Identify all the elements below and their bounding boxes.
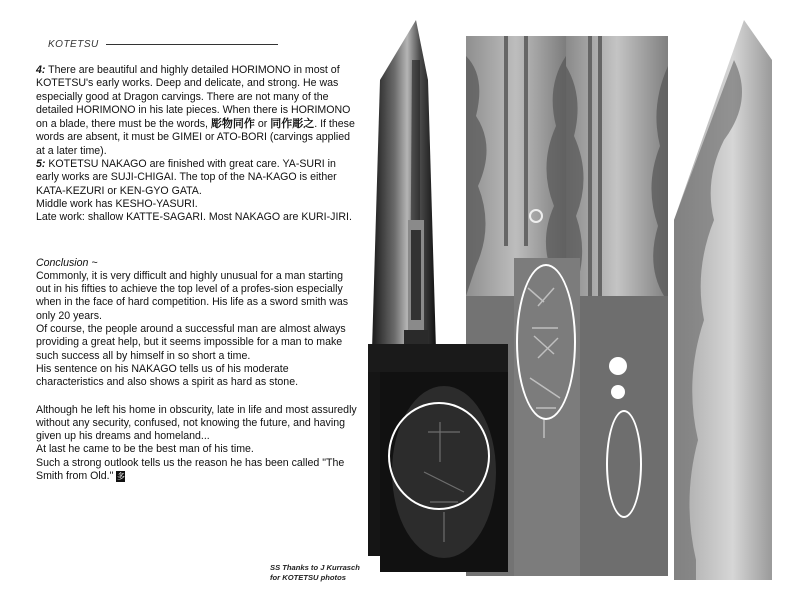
section-5-paragraph <box>36 158 358 198</box>
kanji-horimono-dosaku: 彫物同作 <box>210 117 255 131</box>
end-mark-icon: 多 <box>116 471 125 481</box>
section-5-number: 5: <box>36 158 46 171</box>
conclusion-paragraph-1: Commonly, it is very difficult and highly unusual for a man starting out in his fifties to achieve the top level of a profes-sion especially when in the face of hard competition. His life as a sword smith was only 20 years. <box>36 269 349 322</box>
highlight-oval-inscription <box>516 264 576 420</box>
conclusion-heading: Conclusion ~ <box>36 256 98 269</box>
header-rule <box>106 44 278 45</box>
highlight-oval-nakago <box>606 410 642 518</box>
section-5-late: Late work: shallow KATTE-SAGARI. Most NAKAGO are KURI-JIRI. <box>36 211 352 224</box>
section-5-text: KOTETSU NAKAGO are finished with great care. YA-SURI in early works are SUJI-CHIGAI. The top of the NA-KAGO is either KATA-KEZURI or KEN-GYO GATA. <box>36 158 337 197</box>
section-4-text-b: . If these words are absent, it must be GIMEI or ATO-BORI (carvings applied at a later time). <box>36 118 355 157</box>
conclusion-paragraph-2: Of course, the people around a successful man are almost always providing a great help, but it seems impossible for a man to make such success all by himself in so short a time. <box>36 323 346 362</box>
blade-photo-horimono <box>364 20 462 350</box>
conclusion-paragraph-4: Although he left his home in obscurity, late in life and most assuredly without any security, confused, not knowing the future, and having given up his dreams and homeland... <box>36 403 357 443</box>
highlight-oval-signature <box>388 402 490 510</box>
kotetsu-logo: KOTETSU <box>48 39 99 50</box>
blade-photo-hamon <box>674 20 772 580</box>
section-4-or: or <box>254 118 271 131</box>
section-4-number: 4: <box>36 64 46 76</box>
photo-credit-line-2: for KOTETSU photos <box>270 573 346 582</box>
conclusion-paragraph-6 <box>36 457 358 484</box>
header <box>48 34 228 48</box>
section-4-paragraph <box>36 64 358 158</box>
section-5-middle: Middle work has KESHO-YASURI. <box>36 197 198 210</box>
nakago-tang-top <box>368 344 508 372</box>
photo-credit-line-1: SS Thanks to J Kurrasch <box>270 563 360 572</box>
conclusion-paragraph-5: At last he came to be the best man of his time. <box>36 443 254 456</box>
article-text <box>36 64 358 483</box>
section-4-text-a: There are beautiful and highly detailed HORIMONO in most of KOTETSU's early works. Deep and delicate, and strong. He was especially good at Dragon carvings. There are not many of the detailed HORIMONO in his late pieces. When there is HORIMONO on a blade, there must be the words, <box>36 64 351 131</box>
kanji-dosaku-horu-kore: 同作彫之 <box>270 117 315 131</box>
nakago-tang-strip <box>368 346 380 556</box>
conclusion-paragraph-6-text: Such a strong outlook tells us the reason he has been called "The Smith from Old." <box>36 456 345 483</box>
conclusion-paragraph-3: His sentence on his NAKAGO tells us of his moderate characteristics and also shows a spirit as hard as stone. <box>36 362 299 389</box>
